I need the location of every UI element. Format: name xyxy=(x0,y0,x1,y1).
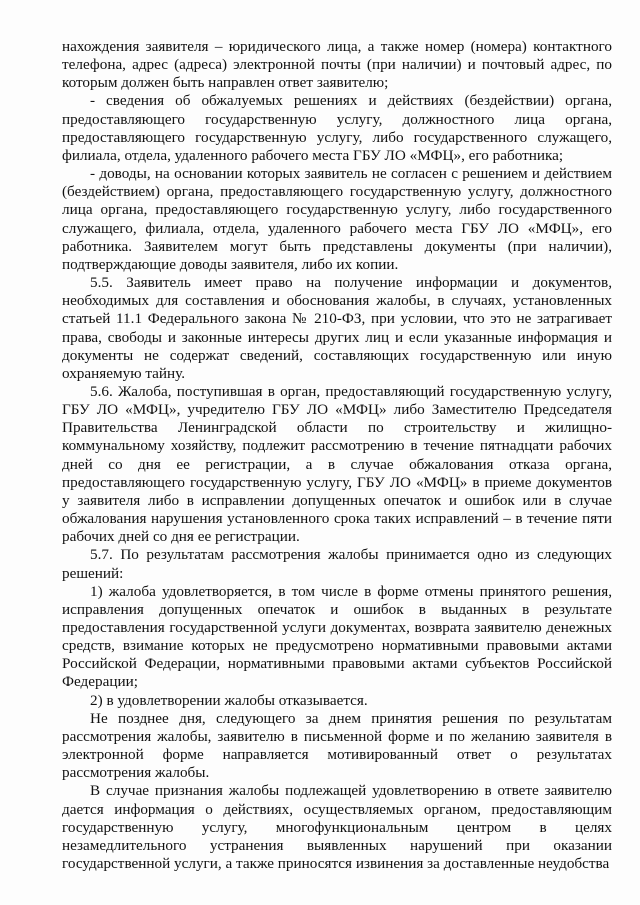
paragraph-response-deadline: Не позднее дня, следующего за днем принятия решения по результатам рассмотрения жалобы, заявителю в письменной форме и по желанию заявителя в электронной форме направляется мотивированный ответ о результатах рассмотрения жалобы. xyxy=(62,709,612,782)
paragraph-appealed-decisions: - сведения об обжалуемых решениях и действиях (бездействии) органа, предоставляющего государственную услугу, должностного лица органа, предоставляющего государственную услугу, либо государственного служащего, филиала, отдела, удаленного рабочего места ГБУ ЛО «МФЦ», его работника; xyxy=(62,92,612,164)
paragraph-5-7: 5.7. По результатам рассмотрения жалобы принимается одно из следующих решений: xyxy=(62,546,612,582)
paragraph-arguments: - доводы, на основании которых заявитель не согласен с решением и действием (бездействием) органа, предоставляющего государственную услугу, должностного лица органа, предоставляющего государственную услугу, либо государственного служащего, филиала, отдела, удаленного рабочего места ГБУ ЛО «МФЦ», его работника. Заявителем могут быть представлены документы (при наличии), подтверждающие доводы заявителя, либо их копии. xyxy=(62,165,612,273)
paragraph-decision-1: 1) жалоба удовлетворяется, в том числе в форме отмены принятого решения, исправления допущенных опечаток и ошибок в выданных в результате предоставления государственной услуги документах, возврата заявителю денежных средств, взимание которых не предусмотрено нормативными правовыми актами Российской Федерации, нормативными правовыми актами субъектов Российской Федерации; xyxy=(62,582,612,691)
paragraph-5-5: 5.5. Заявитель имеет право на получение информации и документов, необходимых для составления и обоснования жалобы, в случаях, установленных статьей 11.1 Федерального закона № 210-ФЗ, при условии, что это не затрагивает права, свободы и законные интересы других лиц и если указанные информация и документы не содержат сведений, составляющих государственную или иную охраняемую тайну. xyxy=(62,274,612,382)
document-body xyxy=(62,38,612,873)
paragraph-complaint-satisfied: В случае признания жалобы подлежащей удовлетворению в ответе заявителю дается информация о действиях, осуществляемых органом, предоставляющим государственную услугу, многофункциональным центром в целях незамедлительного устранения выявленных нарушений при оказании государственной услуги, а также приносятся извинения за доставленные неудобства xyxy=(62,782,612,873)
paragraph-decision-2: 2) в удовлетворении жалобы отказывается. xyxy=(90,691,368,709)
paragraph-applicant-contacts: нахождения заявителя – юридического лица, а также номер (номера) контактного телефона, адрес (адреса) электронной почты (при наличии) и почтовый адрес, по которым должен быть направлен ответ заявителю; xyxy=(62,38,612,92)
paragraph-5-6: 5.6. Жалоба, поступившая в орган, предоставляющий государственную услугу, ГБУ ЛО «МФЦ», учредителю ГБУ ЛО «МФЦ» либо Заместителю Председателя Правительства Ленинградской области по строительству и жилищно-коммунальному хозяйству, подлежит рассмотрению в течение пятнадцати рабочих дней со дня ее регистрации, а в случае обжалования отказа органа, предоставляющего государственную услугу, ГБУ ЛО «МФЦ» в приеме документов у заявителя либо в исправлении допущенных опечаток и ошибок или в случае обжалования нарушения установленного срока таких исправлений – в течение пяти рабочих дней со дня ее регистрации. xyxy=(62,382,612,546)
